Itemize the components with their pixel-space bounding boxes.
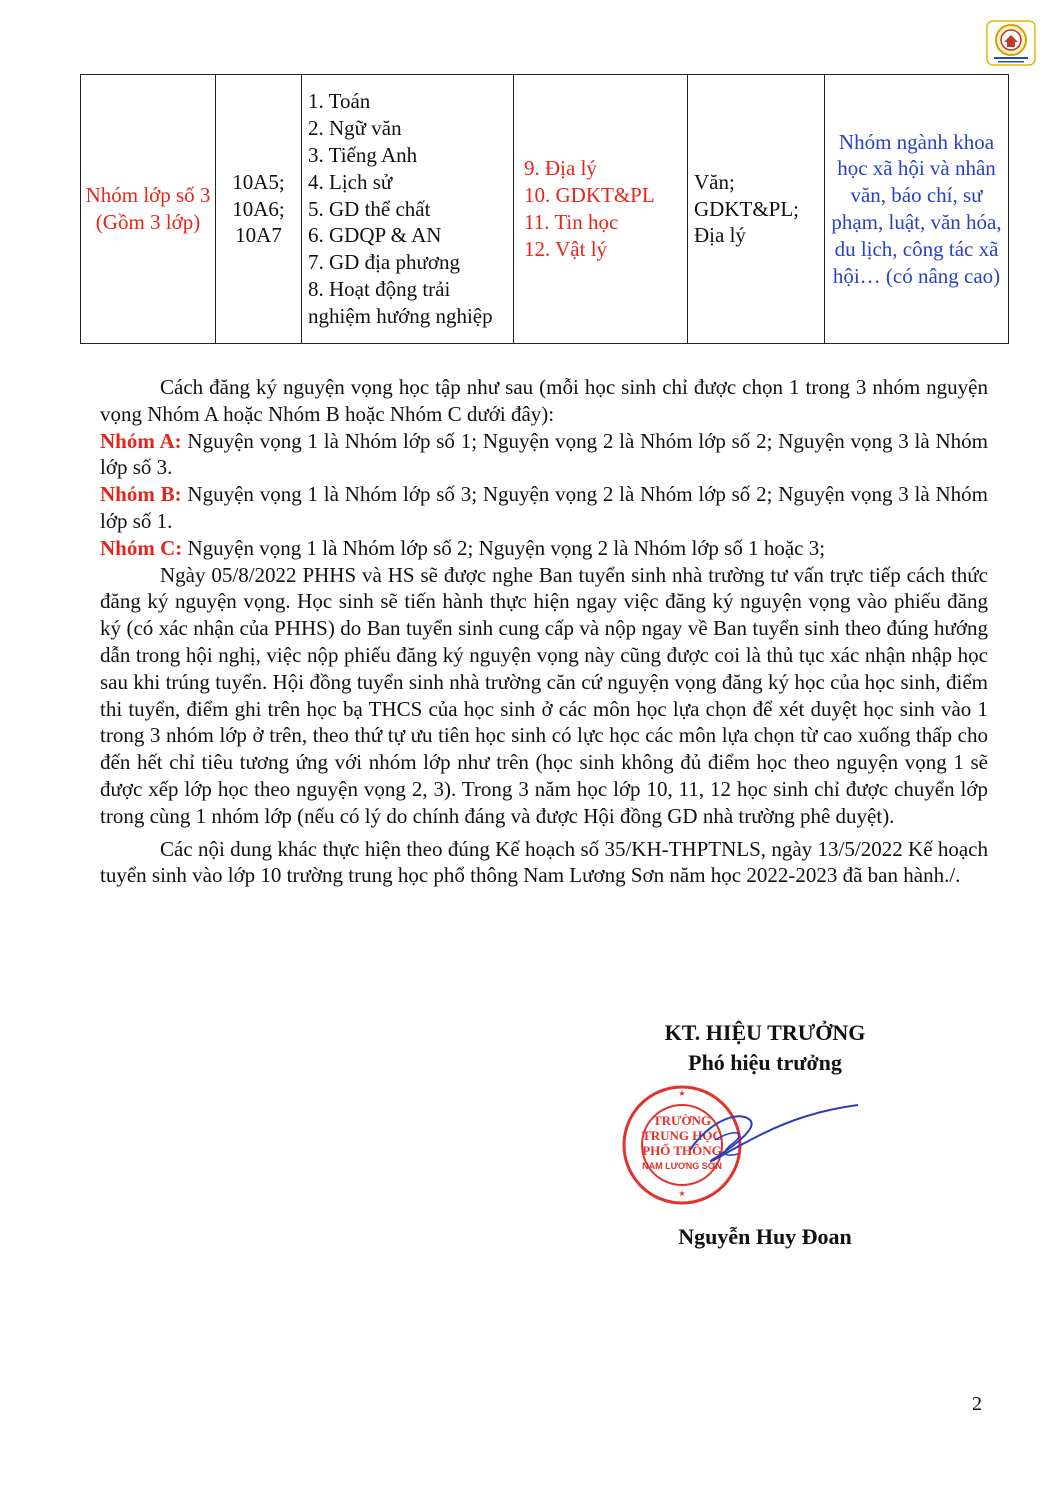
group-name-cell: Nhóm lớp số 3 (Gồm 3 lớp) <box>81 75 216 344</box>
svg-text:NAM LƯƠNG SƠN: NAM LƯƠNG SƠN <box>642 1161 722 1171</box>
signature-block <box>620 1018 910 1078</box>
special-subjects-cell: Văn; GDKT&PL; Địa lý <box>688 75 825 344</box>
main-paragraph: Ngày 05/8/2022 PHHS và HS sẽ được nghe Ban tuyển sinh nhà trường tư vấn trực tiếp cách thức đăng ký nguyện vọng. Học sinh sẽ tiến hành thực hiện ngay việc đăng ký nguyện vọng vào phiếu đăng ký (có xác nhận của PHHS) do Ban tuyển sinh cung cấp và nộp ngay về Ban tuyển sinh theo đúng hướng dẫn trong hội nghị, việc nộp phiếu đăng ký nguyện vọng này cũng được coi là thủ tục xác nhận nhập học sau khi trúng tuyển. Hội đồng tuyển sinh nhà trường căn cứ nguyện vọng đăng ký học của học sinh, điểm thi tuyển, điểm ghi trên học bạ THCS của học sinh ở các môn học lựa chọn để xét duyệt học sinh vào 1 trong 3 nhóm lớp ở trên, theo thứ tự ưu tiên học sinh có lực học các môn lựa chọn từ cao xuống thấp cho đến hết chỉ tiêu tương ứng với nhóm lớp như trên (học sinh không đủ điểm học theo nguyện vọng 1 sẽ được xếp lớp học theo nguyện vọng 2, 3). Trong 3 năm học lớp 10, 11, 12 học sinh chỉ được chuyển lớp trong cùng 1 nhóm lớp (nếu có lý do chính đáng và được Hội đồng GD nhà trường phê duyệt). <box>100 562 988 828</box>
class-item: 10A5; <box>232 169 285 194</box>
signer-name: Nguyễn Huy Đoan <box>678 1224 852 1249</box>
compulsory-subjects-cell <box>302 75 514 344</box>
subject-item: 7. GD địa phương <box>308 250 460 275</box>
svg-text:TRƯỜNG: TRƯỜNG <box>652 1113 712 1128</box>
svg-text:★: ★ <box>678 1189 686 1198</box>
subject-item: 4. Lịch sử <box>308 169 393 194</box>
elective-item: 12. Vật lý <box>524 236 608 261</box>
subject-item: 1. Toán <box>308 89 371 114</box>
class-item: 10A6; <box>232 196 285 221</box>
official-seal-icon <box>620 1080 870 1210</box>
elective-item: 10. GDKT&PL <box>524 183 655 208</box>
table-row <box>81 75 1009 344</box>
svg-text:PHỔ THÔNG: PHỔ THÔNG <box>642 1143 722 1158</box>
group-c-text: Nguyện vọng 1 là Nhóm lớp số 2; Nguyện vọng 2 là Nhóm lớp số 1 hoặc 3; <box>182 535 826 560</box>
elective-item: 11. Tin học <box>524 210 619 234</box>
subject-item: 3. Tiếng Anh <box>308 143 418 167</box>
group-b-label: Nhóm B: <box>100 482 182 507</box>
subject-item: 6. GDQP & AN <box>308 223 442 248</box>
group-b-text: Nguyện vọng 1 là Nhóm lớp số 3; Nguyện vọng 2 là Nhóm lớp số 2; Nguyện vọng 3 là Nhóm lớp số 1. <box>100 482 988 533</box>
signature-subtitle: Phó hiệu trưởng <box>688 1050 842 1075</box>
group-c-label: Nhóm C: <box>100 535 183 560</box>
document-body <box>100 374 988 889</box>
group-c-paragraph <box>100 535 988 562</box>
other-paragraph: Các nội dung khác thực hiện theo đúng Kế hoạch số 35/KH-THPTNLS, ngày 13/5/2022 Kế hoạch tuyển sinh vào lớp 10 trường trung học phổ thông Nam Lương Sơn năm học 2022-2023 đã ban hành./. <box>100 836 988 888</box>
svg-text:TRUNG HỌC: TRUNG HỌC <box>642 1128 722 1143</box>
class-list-cell <box>216 75 302 344</box>
career-orientation-cell: Nhóm ngành khoa học xã hội và nhân văn, báo chí, sư phạm, luật, văn hóa, du lịch, công tác xã hội… (có nâng cao) <box>825 75 1009 344</box>
class-item: 10A7 <box>235 223 282 248</box>
intro-paragraph: Cách đăng ký nguyện vọng học tập như sau (mỗi học sinh chỉ được chọn 1 trong 3 nhóm nguyện vọng Nhóm A hoặc Nhóm B hoặc Nhóm C dưới đây): <box>100 375 988 426</box>
elective-item: 9. Địa lý <box>524 156 597 181</box>
group-b-paragraph <box>100 481 988 535</box>
svg-text:★: ★ <box>678 1089 686 1098</box>
page-number: 2 <box>972 1393 982 1415</box>
elective-subjects-cell <box>514 75 688 344</box>
school-emblem-icon <box>986 20 1036 66</box>
group-a-label: Nhóm A: <box>100 428 182 453</box>
signature-title: KT. HIỆU TRƯỞNG <box>664 1020 866 1045</box>
subject-item: 5. GD thể chất <box>308 196 431 221</box>
group-a-text: Nguyện vọng 1 là Nhóm lớp số 1; Nguyện vọng 2 là Nhóm lớp số 2; Nguyện vọng 3 là Nhóm lớp số 3. <box>100 428 988 480</box>
subject-item: 8. Hoạt động trải nghiệm hướng nghiệp <box>308 276 493 328</box>
group-a-paragraph <box>100 428 988 482</box>
subject-item: 2. Ngữ văn <box>308 116 402 141</box>
class-group-table <box>80 74 1009 344</box>
